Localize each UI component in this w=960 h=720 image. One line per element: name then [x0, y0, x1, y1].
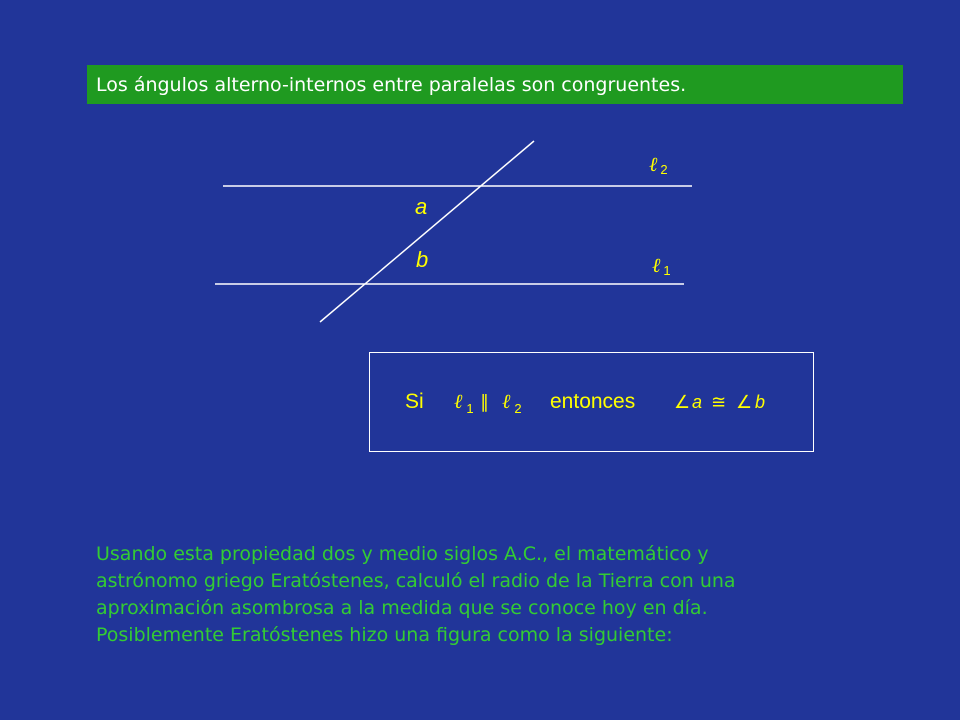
l1-symbol: ℓ: [652, 253, 661, 277]
angle-b-label: b: [416, 247, 429, 272]
statement-l1: [454, 389, 474, 416]
explanation-paragraph: [96, 541, 896, 649]
parallel-symbol: ∥: [480, 392, 489, 413]
statement-l2-subscript: 2: [514, 401, 522, 416]
line-l2-label: [649, 152, 668, 177]
paragraph-line: astrónomo griego Eratóstenes, calculó el radio de la Tierra con una: [96, 570, 736, 592]
statement-entonces: entonces: [550, 390, 636, 413]
statement-angle-a: a: [692, 392, 703, 412]
statement-angle-b: b: [755, 392, 766, 412]
angle-a-symbol-icon: ∠: [674, 392, 691, 413]
paragraph-line: aproximación asombrosa a la medida que se conoce hoy en día.: [96, 597, 708, 619]
l2-subscript: 2: [660, 162, 668, 177]
paragraph-line: Usando esta propiedad dos y medio siglos A.C., el matemático y: [96, 543, 709, 565]
statement-l2-symbol: ℓ: [502, 389, 511, 413]
l2-symbol: ℓ: [649, 152, 658, 176]
l1-subscript: 1: [663, 263, 671, 278]
paragraph-line: Posiblemente Eratóstenes hizo una figura como la siguiente:: [96, 624, 673, 646]
statement-si: Si: [405, 390, 424, 413]
statement-l1-subscript: 1: [466, 401, 474, 416]
angle-b-symbol-icon: ∠: [736, 392, 753, 413]
congruent-symbol: ≅: [711, 392, 727, 413]
statement-l2: [502, 389, 522, 416]
line-l1-label: [652, 253, 671, 278]
angle-a-label: a: [415, 194, 428, 219]
statement-l1-symbol: ℓ: [454, 389, 463, 413]
page-title: Los ángulos alterno-internos entre paralelas son congruentes.: [96, 73, 687, 96]
transversal-line: [320, 141, 534, 322]
